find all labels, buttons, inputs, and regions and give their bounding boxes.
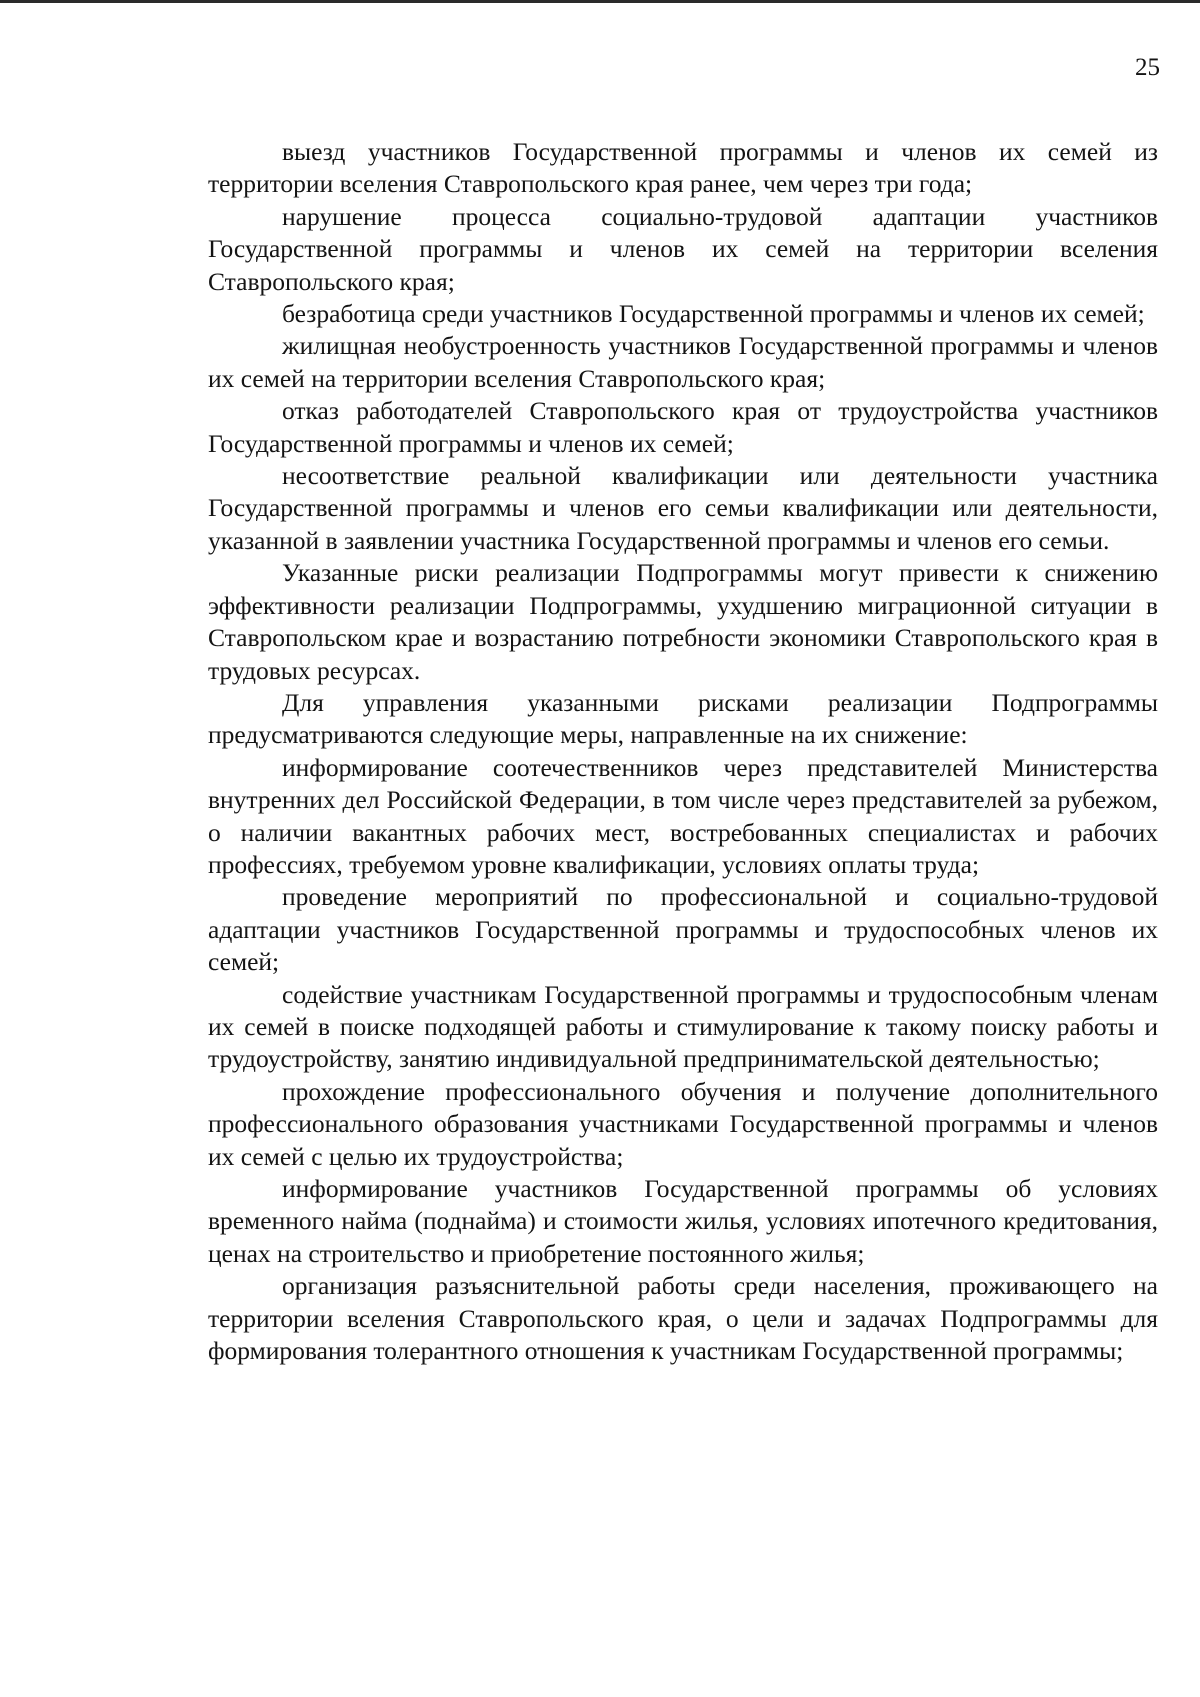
paragraph: прохождение профессионального обучения и получение дополнительного профессионального образования участниками Государственной программы и членов их семей с целью их трудоустройства;: [208, 1076, 1158, 1171]
document-body: [208, 136, 1158, 1367]
paragraph: отказ работодателей Ставропольского края от трудоустройства участников Государственной программы и членов их семей;: [208, 396, 1158, 458]
paragraph: содействие участникам Государственной программы и трудоспособным членам их семей в поиске подходящей работы и стимулирование к такому поиску работы и трудоустройству, занятию индивидуальной предпринимательской деятельностью;: [208, 979, 1158, 1074]
paragraph: информирование соотечественников через представителей Министерства внутренних дел Российской Федерации, в том числе через представителей за рубежом, о наличии вакантных рабочих мест, востребованных специалистах и рабочих профессиях, требуемом уровне квалификации, условиях оплаты труда;: [208, 752, 1158, 879]
paragraph: Указанные риски реализации Подпрограммы могут привести к снижению эффективности реализации Подпрограммы, ухудшению миграционной ситуации в Ставропольском крае и возрастанию потребности экономики Ставропольского края в трудовых ресурсах.: [208, 558, 1158, 685]
paragraph: выезд участников Государственной программы и членов их семей из территории вселения Ставропольского края ранее, чем через три года;: [208, 137, 1158, 199]
paragraph: Для управления указанными рисками реализации Подпрограммы предусматриваются следующие меры, направленные на их снижение:: [208, 687, 1158, 750]
paragraph: безработица среди участников Государственной программы и членов их семей;: [282, 299, 1145, 329]
paragraph: информирование участников Государственной программы об условиях временного найма (поднайма) и стоимости жилья, условиях ипотечного кредитования, ценах на строительство и приобретение постоянного жилья;: [208, 1174, 1158, 1268]
paragraph: жилищная необустроенность участников Государственной программы и членов их семей на территории вселения Ставропольского края;: [208, 331, 1158, 393]
scan-top-edge: [0, 0, 1200, 3]
paragraph: организация разъяснительной работы среди населения, проживающего на территории вселения Ставропольского края, о цели и задачах Подпрограммы для формирования толерантного отношения к участникам Государственной программы;: [208, 1271, 1158, 1366]
paragraph: проведение мероприятий по профессиональной и социально-трудовой адаптации участников Государственной программы и трудоспособных членов их семей;: [208, 882, 1158, 977]
paragraph: нарушение процесса социально-трудовой адаптации участников Государственной программы и членов их семей на территории вселения Ставропольского края;: [208, 201, 1158, 296]
paragraph: несоответствие реальной квалификации или деятельности участника Государственной программы и членов его семьи квалификации или деятельности, указанной в заявлении участника Государственной программы и членов его семьи.: [208, 461, 1158, 555]
page-number: 25: [1135, 54, 1160, 81]
